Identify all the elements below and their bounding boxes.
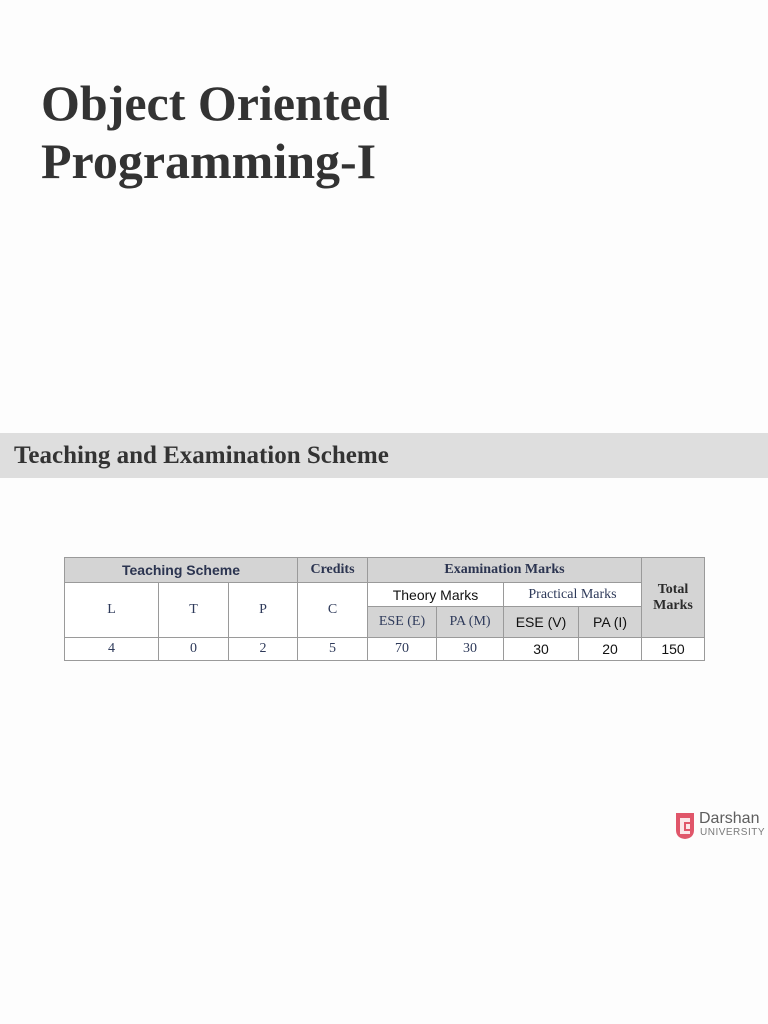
col-header-t: T [159, 583, 229, 638]
credits-header: Credits [298, 558, 368, 583]
value-l: 4 [65, 638, 159, 661]
col-header-pa-m: PA (M) [437, 607, 504, 638]
value-pa-i: 20 [579, 638, 642, 661]
darshan-logo-icon [674, 812, 696, 840]
col-header-ese-e: ESE (E) [368, 607, 437, 638]
value-ese-e: 70 [368, 638, 437, 661]
total-marks-label: Total Marks [653, 581, 693, 613]
logo-subtitle: UNIVERSITY [700, 827, 766, 838]
value-ese-v: 30 [504, 638, 579, 661]
title-line-2: Programming-I [41, 133, 377, 189]
section-header-bar [0, 433, 768, 478]
value-c: 5 [298, 638, 368, 661]
section-heading: Teaching and Examination Scheme [14, 442, 389, 469]
col-header-pa-i: PA (I) [579, 607, 642, 638]
page-title [41, 74, 390, 190]
logo-name: Darshan [699, 810, 760, 827]
theory-marks-header: Theory Marks [368, 583, 504, 607]
col-header-p: P [229, 583, 298, 638]
darshan-university-logo [674, 810, 764, 844]
teaching-examination-table [64, 557, 705, 661]
examination-marks-header: Examination Marks [368, 558, 642, 583]
value-p: 2 [229, 638, 298, 661]
total-marks-header [642, 558, 705, 638]
col-header-c: C [298, 583, 368, 638]
teaching-scheme-header: Teaching Scheme [65, 558, 298, 583]
practical-marks-header: Practical Marks [504, 583, 642, 607]
value-pa-m: 30 [437, 638, 504, 661]
value-total: 150 [642, 638, 705, 661]
col-header-ese-v: ESE (V) [504, 607, 579, 638]
title-line-1: Object Oriented [41, 75, 390, 131]
value-t: 0 [159, 638, 229, 661]
col-header-l: L [65, 583, 159, 638]
